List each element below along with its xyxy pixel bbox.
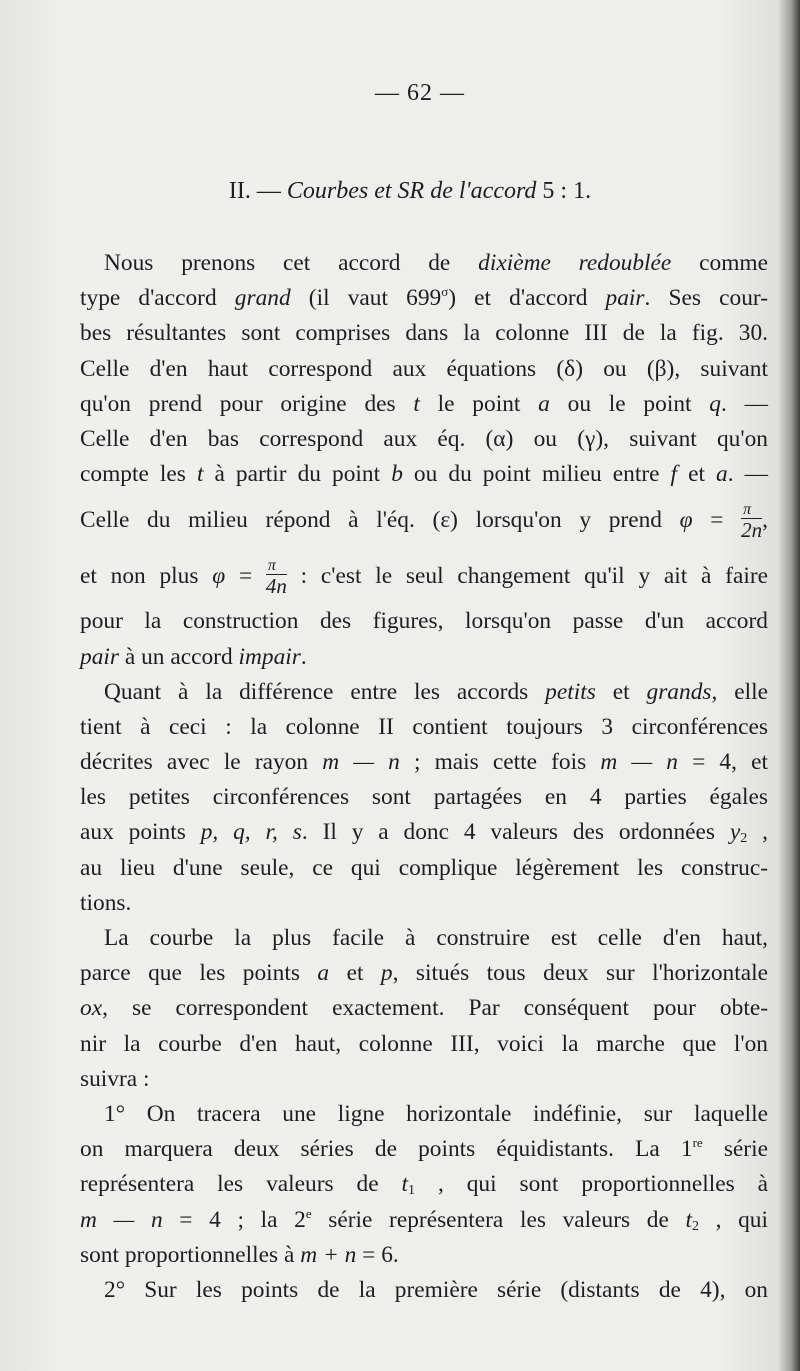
text-line: représentera les valeurs de $t_1$ , qui sont proportionnelles à (80, 1171, 769, 1199)
text-line: tions. (80, 889, 132, 916)
text-line: bes résultantes sont comprises dans la colonne III de la fig. 30. (80, 320, 768, 347)
fraction-pi-over-2n: $\frac{\pi}{2n}$ (741, 501, 763, 543)
text-line: La courbe la plus facile à construire est celle d'en haut, (104, 925, 768, 951)
text-line: Nous prenons cet accord de dixième redoublée comme (104, 250, 768, 276)
text-line: parce que les points a et p, situés tous deux sur l'horizontale (80, 960, 768, 987)
text-line: qu'on prend pour origine des t le point a ou le point q. — (80, 390, 768, 417)
text-line: nir la courbe d'en haut, colonne III, voici la marche que l'on (80, 1030, 768, 1057)
text-line: aux points p, q, r, s. Il y a donc 4 valeurs des ordonnées $y_2$ , (80, 819, 768, 847)
text-line: ox, se correspondent exactement. Par conséquent pour obte- (80, 995, 768, 1022)
text-line-with-formula: Celle du milieu répond à l'éq. (ε) lorsqu'on y prend φ = $\frac{\pi}{2n}$ , (80, 501, 769, 543)
section-ratio: 5 : 1. (542, 178, 592, 204)
section-title: Courbes et SR de l'accord (286, 178, 537, 204)
text-line: type d'accord grand (il vaut $699^\sigma$) et d'accord pair. Ses cour- (80, 284, 769, 312)
text-line: 2° Sur les points de la première série (distants de 4), on (104, 1276, 768, 1303)
text-line: Quant à la différence entre les accords petits et grands, elle (104, 678, 768, 705)
text-line: suivra : (80, 1065, 150, 1092)
text-line: m — n = 4 ; la 2e série représentera les valeurs de $t_2$ , qui (80, 1205, 768, 1234)
section-dash: — (256, 178, 281, 204)
text-line: pour la construction des figures, lorsqu'on passe d'un accord (80, 608, 768, 635)
text-line: tient à ceci : la colonne II contient toujours 3 circonférences (80, 713, 768, 740)
text-line: on marquera deux séries de points équidistants. La 1re série (80, 1135, 768, 1163)
page-number: — 62 — (375, 80, 465, 106)
text-line: sont proportionnelles à m + n = 6. (80, 1241, 399, 1268)
text-line: décrites avec le rayon m — n ; mais cette fois m — n = 4, et (80, 749, 768, 776)
text-line: pair à un accord impair. (80, 643, 307, 670)
text-line: au lieu d'une seule, ce qui complique légèrement les construc- (80, 854, 768, 881)
text-line: compte les t à partir du point b ou du point milieu entre f et a. — (80, 461, 769, 488)
text-line-with-formula: et non plus φ = $\frac{\pi}{4n}$ : c'est le seul changement qu'il y ait à faire (80, 557, 769, 599)
body-text (80, 246, 768, 1308)
text-line: 1° On tracera une ligne horizontale indéfinie, sur laquelle (104, 1100, 768, 1127)
page-edge-shadow (778, 0, 800, 1371)
text-line: Celle d'en bas correspond aux éq. (α) ou (γ), suivant qu'on (80, 425, 768, 452)
text-line: Celle d'en haut correspond aux équations (δ) ou (β), suivant (80, 355, 768, 382)
section-numeral: II. (228, 178, 251, 204)
text-line: les petites circonférences sont partagées en 4 parties égales (80, 784, 768, 811)
section-heading (0, 178, 800, 205)
fraction-pi-over-4n: $\frac{\pi}{4n}$ (265, 557, 287, 599)
